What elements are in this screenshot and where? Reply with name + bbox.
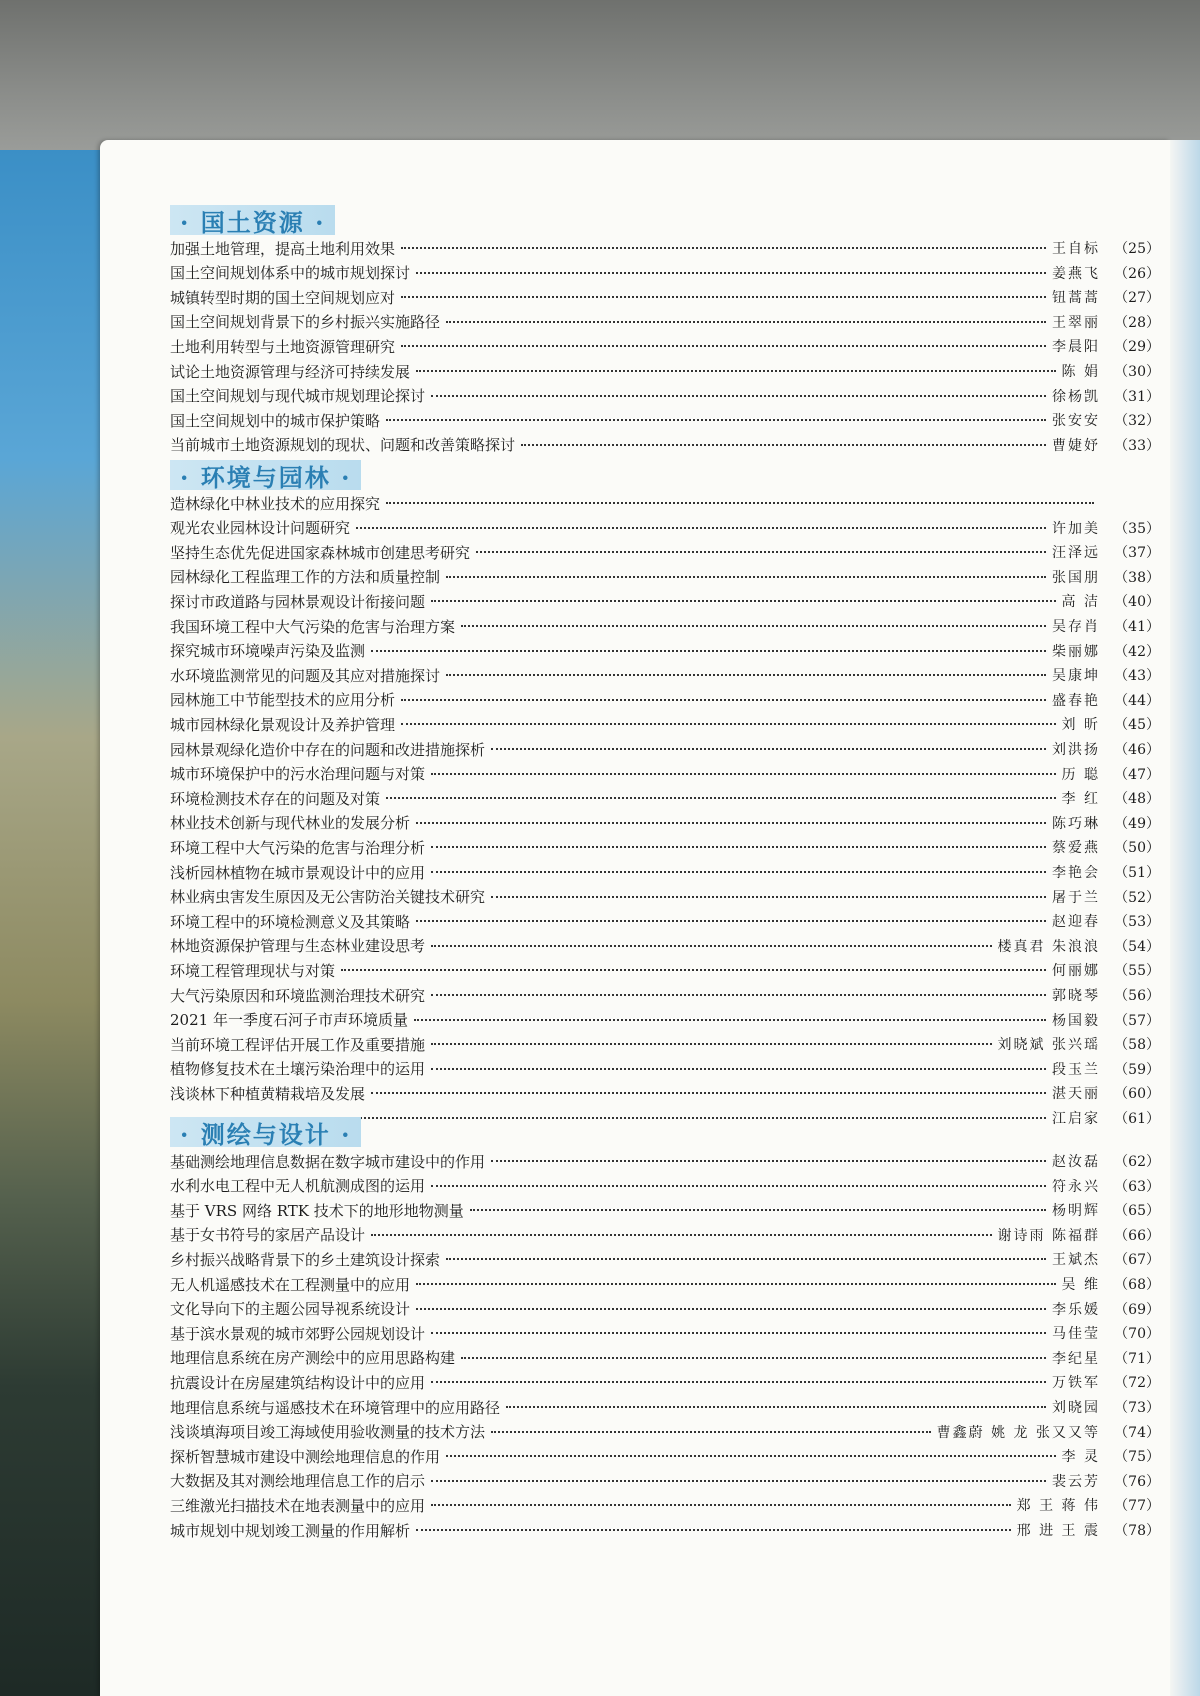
entry-title: 林地资源保护管理与生态林业建设思考: [170, 937, 426, 956]
entry-title: 观光农业园林设计问题研究: [170, 519, 351, 538]
entry-title: 水环境监测常见的问题及其应对措施探讨: [170, 666, 441, 685]
dot-leader: [470, 1209, 1046, 1211]
dot-leader: [431, 994, 1046, 996]
entry-page-number: （61）: [1114, 1111, 1160, 1127]
toc-entry[interactable]: [170, 1008, 1160, 1032]
entry-title: 当前环境工程评估开展工作及重要措施: [170, 1035, 426, 1054]
entry-page-number: （62）: [1114, 1154, 1160, 1170]
dot-leader: [416, 822, 1046, 824]
entry-authors: 曹婕妤: [1052, 437, 1100, 454]
entry-title: 加强土地管理，提高土地利用效果: [170, 239, 396, 258]
dot-leader: [386, 797, 1056, 799]
entry-authors: 高 洁: [1061, 594, 1100, 611]
dot-leader: [371, 650, 1046, 652]
entry-title: 城镇转型时期的国土空间规划应对: [170, 288, 396, 307]
entry-title: 环境工程管理现状与对策: [170, 961, 336, 980]
entry-authors: 陈巧琳: [1052, 815, 1100, 832]
entry-authors: 杨明辉: [1052, 1203, 1100, 1220]
entry-page-number: （75）: [1114, 1449, 1160, 1466]
entry-page-number: （33）: [1114, 437, 1160, 454]
entry-authors: 杨国毅: [1052, 1012, 1100, 1029]
entry-title: 无人机遥感技术在工程测量中的应用: [170, 1275, 411, 1294]
entry-page-number: （70）: [1114, 1326, 1160, 1343]
entry-title: 国土空间规划中的城市保护策略: [170, 411, 381, 430]
toc-entry[interactable]: [170, 1469, 1160, 1493]
entry-title: 环境工程中的环境检测意义及其策略: [170, 912, 411, 931]
dot-leader: [431, 395, 1046, 397]
dot-leader: [371, 1092, 1046, 1094]
toc-entry[interactable]: [170, 811, 1160, 835]
entry-page-number: （38）: [1114, 569, 1160, 586]
entry-authors: 张安安: [1052, 413, 1100, 430]
entry-page-number: （58）: [1114, 1037, 1160, 1054]
dot-leader: [386, 419, 1046, 421]
entry-page-number: （53）: [1114, 914, 1160, 931]
entry-title: 植物修复技术在土壤污染治理中的运用: [170, 1060, 426, 1079]
toc-entry[interactable]: [170, 1032, 1160, 1056]
entry-page-number: （46）: [1114, 742, 1160, 758]
entry-page-number: （55）: [1114, 963, 1160, 980]
entry-authors: 历 聪: [1061, 766, 1100, 783]
entry-page-number: （30）: [1114, 364, 1160, 380]
toc-entry[interactable]: [170, 934, 1160, 958]
entry-page-number: （43）: [1114, 668, 1160, 685]
toc-entry[interactable]: [170, 310, 1160, 334]
entry-authors: 王自标: [1052, 241, 1100, 257]
dot-leader: [431, 846, 1046, 848]
entry-title: 我国环境工程中大气污染的危害与治理方案: [170, 617, 456, 636]
entry-page-number: （29）: [1114, 339, 1160, 356]
entry-title: 水利水电工程中无人机航测成图的运用: [170, 1177, 426, 1196]
entry-page-number: （37）: [1114, 545, 1160, 562]
dot-leader: [416, 272, 1046, 274]
entry-page-number: （77）: [1114, 1498, 1160, 1515]
toc-entry[interactable]: [170, 835, 1160, 859]
dot-leader: [401, 699, 1046, 701]
toc-entry[interactable]: [170, 359, 1160, 383]
toc-entry[interactable]: [170, 408, 1160, 432]
entry-page-number: （27）: [1114, 290, 1160, 307]
entry-authors: 李乐媛: [1052, 1301, 1100, 1318]
dot-leader: [431, 1480, 1046, 1482]
entry-page-number: （51）: [1114, 865, 1160, 881]
entry-authors: 邢 进 王 震: [1016, 1523, 1100, 1539]
entry-title: 基础测绘地理信息数据在数字城市建设中的作用: [170, 1152, 486, 1171]
toc-entry[interactable]: [170, 516, 1160, 540]
entry-authors: 赵迎春: [1052, 914, 1100, 931]
entry-authors: 湛天丽: [1052, 1086, 1100, 1103]
toc-entry[interactable]: [170, 688, 1160, 712]
entry-page-number: （66）: [1114, 1227, 1160, 1244]
dot-leader: [491, 1431, 931, 1433]
entry-page-number: （73）: [1114, 1400, 1160, 1416]
toc-entry[interactable]: [170, 1321, 1160, 1345]
dot-leader: [431, 1068, 1046, 1070]
toc-entry[interactable]: [170, 1444, 1160, 1468]
toc-entry[interactable]: [170, 639, 1160, 663]
entry-title: 基于滨水景观的城市郊野公园规划设计: [170, 1324, 426, 1343]
entry-page-number: （50）: [1114, 840, 1160, 857]
toc-entry[interactable]: [170, 1198, 1160, 1222]
section-heading: · 环境与园林 ·: [170, 460, 361, 490]
dot-leader: [401, 296, 1046, 298]
entry-authors: 吴康坤: [1052, 668, 1100, 685]
dot-leader: [446, 674, 1046, 676]
entry-title: 基于 VRS 网络 RTK 技术下的地形地物测量: [170, 1201, 464, 1220]
entry-page-number: （56）: [1114, 988, 1160, 1004]
entry-title: 浅谈填海项目竣工海域使用验收测量的技术方法: [170, 1423, 486, 1442]
entry-title: 园林景观绿化造价中存在的问题和改进措施探析: [170, 740, 486, 759]
dot-leader: [491, 1160, 1046, 1162]
toc-entry[interactable]: [170, 885, 1160, 909]
entry-title: 探讨市政道路与园林景观设计衔接问题: [170, 592, 426, 611]
toc-entry[interactable]: [170, 983, 1160, 1007]
dot-leader: [431, 1043, 992, 1045]
dot-leader: [416, 370, 1056, 372]
toc-entry[interactable]: [170, 1272, 1160, 1296]
dot-leader: [491, 896, 1046, 898]
toc-entry[interactable]: [170, 540, 1160, 564]
toc-entry[interactable]: [170, 433, 1160, 457]
toc-entry[interactable]: [170, 334, 1160, 358]
dot-leader: [461, 1357, 1046, 1359]
entry-page-number: （63）: [1114, 1178, 1160, 1195]
dot-leader: [431, 1332, 1046, 1334]
entry-page-number: （72）: [1114, 1375, 1160, 1392]
dot-leader: [386, 502, 1094, 504]
entry-title: 浅谈林下种植黄精栽培及发展: [170, 1084, 366, 1103]
entry-page-number: （60）: [1114, 1086, 1160, 1103]
entry-page-number: （49）: [1114, 815, 1160, 832]
entry-page-number: （44）: [1114, 692, 1160, 709]
entry-page-number: （41）: [1114, 619, 1160, 635]
entry-authors: 汪泽远: [1052, 545, 1100, 562]
entry-title: 文化导向下的主题公园导视系统设计: [170, 1300, 411, 1319]
dot-leader: [521, 444, 1046, 446]
dot-leader: [431, 1381, 1046, 1383]
entry-title: 抗震设计在房屋建筑结构设计中的应用: [170, 1373, 426, 1392]
entry-page-number: （65）: [1114, 1203, 1160, 1220]
toc-entry[interactable]: [170, 589, 1160, 613]
entry-page-number: （25）: [1114, 241, 1160, 257]
entry-authors: 马佳莹: [1052, 1326, 1100, 1343]
entry-page-number: （74）: [1114, 1424, 1160, 1441]
entry-authors: 钮蒿蒿: [1052, 290, 1100, 307]
entry-authors: 裴云芳: [1052, 1473, 1100, 1490]
entry-title: 基于女书符号的家居产品设计: [170, 1226, 366, 1245]
entry-authors: 吴 维: [1061, 1277, 1100, 1293]
entry-authors: 曹鑫蔚 姚 龙 张又又等: [936, 1424, 1100, 1441]
toc-entry[interactable]: [170, 1149, 1160, 1173]
entry-authors: 张国朋: [1052, 569, 1100, 586]
entry-page-number: （31）: [1114, 388, 1160, 405]
toc-entry[interactable]: [170, 1081, 1160, 1105]
entry-title: 地理信息系统与遥感技术在环境管理中的应用路径: [170, 1398, 501, 1417]
toc-entry[interactable]: [170, 737, 1160, 761]
entry-page-number: （32）: [1114, 413, 1160, 430]
entry-page-number: （40）: [1114, 594, 1160, 611]
toc-entry[interactable]: [170, 285, 1160, 309]
entry-title: 林业病虫害发生原因及无公害防治关键技术研究: [170, 888, 486, 907]
toc-entry[interactable]: [170, 236, 1160, 260]
entry-authors: 李晨阳: [1052, 339, 1100, 356]
entry-page-number: （78）: [1114, 1523, 1160, 1539]
entry-authors: 王斌杰: [1052, 1252, 1100, 1269]
toc-entry[interactable]: [170, 614, 1160, 638]
dot-leader: [431, 1504, 1011, 1506]
entry-title: 园林绿化工程监理工作的方法和质量控制: [170, 568, 441, 587]
entry-authors: 陈 娟: [1061, 364, 1100, 380]
dot-leader: [491, 748, 1046, 750]
entry-authors: 李纪星: [1052, 1350, 1100, 1367]
entry-authors: 吴存肖: [1052, 619, 1100, 635]
toc-entry[interactable]: [170, 491, 1160, 515]
entry-authors: 刘晓园: [1052, 1400, 1100, 1416]
entry-page-number: （48）: [1114, 791, 1160, 808]
dot-leader: [476, 551, 1046, 553]
entry-title: 园林施工中节能型技术的应用分析: [170, 691, 396, 710]
entry-page-number: （59）: [1114, 1061, 1160, 1078]
entry-title: 环境检测技术存在的问题及对策: [170, 789, 381, 808]
dot-leader: [401, 247, 1046, 249]
entry-title: 环境工程中大气污染的危害与治理分析: [170, 838, 426, 857]
dot-leader: [401, 345, 1046, 347]
entry-authors: 郭晓琴: [1052, 988, 1100, 1004]
entry-page-number: （54）: [1114, 938, 1160, 955]
toc-entry[interactable]: [170, 1223, 1160, 1247]
entry-authors: 郑 王 蒋 伟: [1016, 1498, 1100, 1515]
toc-entry[interactable]: [170, 958, 1160, 982]
entry-authors: 柴丽娜: [1052, 643, 1100, 660]
dot-leader: [431, 773, 1056, 775]
toc-entry[interactable]: [170, 712, 1160, 736]
entry-page-number: （57）: [1114, 1012, 1160, 1029]
dot-leader: [431, 871, 1046, 873]
entry-page-number: （67）: [1114, 1252, 1160, 1269]
entry-page-number: （28）: [1114, 314, 1160, 331]
dot-leader: [416, 1283, 1056, 1285]
dot-leader: [446, 576, 1046, 578]
toc-entry[interactable]: [170, 1057, 1160, 1081]
entry-page-number: （35）: [1114, 520, 1160, 537]
entry-authors: 刘晓斌 张兴瑶: [997, 1037, 1100, 1054]
entry-title: 土地利用转型与土地资源管理研究: [170, 337, 396, 356]
toc-entry[interactable]: [170, 565, 1160, 589]
entry-authors: 屠于兰: [1052, 889, 1100, 906]
toc-entry[interactable]: [170, 762, 1160, 786]
entry-page-number: （45）: [1114, 717, 1160, 734]
entry-authors: 许加美: [1052, 520, 1100, 537]
entry-title: 探析智慧城市建设中测绘地理信息的作用: [170, 1447, 441, 1466]
entry-authors: 李艳会: [1052, 865, 1100, 881]
toc-entry[interactable]: [170, 261, 1160, 285]
toc-entry[interactable]: [170, 1297, 1160, 1321]
entry-title: 试论土地资源管理与经济可持续发展: [170, 362, 411, 381]
entry-title: 林业技术创新与现代林业的发展分析: [170, 814, 411, 833]
entry-authors: 蔡爱燕: [1052, 840, 1100, 857]
toc-entry[interactable]: [170, 1395, 1160, 1419]
entry-authors: 刘洪扬: [1052, 742, 1100, 758]
toc-entry[interactable]: [170, 860, 1160, 884]
entry-title: 探究城市环境噪声污染及监测: [170, 642, 366, 661]
toc-entry[interactable]: [170, 1247, 1160, 1271]
entry-title: 当前城市土地资源规划的现状、问题和改善策略探讨: [170, 436, 516, 455]
entry-page-number: （76）: [1114, 1473, 1160, 1490]
dot-leader: [416, 1529, 1011, 1531]
entry-authors: 王翠丽: [1052, 314, 1100, 331]
entry-authors: 楼真君 朱浪浪: [997, 938, 1100, 955]
section-heading: · 测绘与设计 ·: [170, 1117, 361, 1147]
entry-title: 2021 年一季度石河子市声环境质量: [170, 1011, 408, 1030]
dot-leader: [371, 1234, 992, 1236]
dot-leader: [341, 969, 1046, 971]
entry-page-number: （42）: [1114, 643, 1160, 660]
entry-authors: 何丽娜: [1052, 963, 1100, 980]
entry-title: 国土空间规划与现代城市规划理论探讨: [170, 387, 426, 406]
toc-entry[interactable]: [170, 1174, 1160, 1198]
toc-entry[interactable]: [170, 663, 1160, 687]
dot-leader: [431, 1185, 1046, 1187]
entry-authors: 李 灵: [1061, 1449, 1100, 1466]
dot-leader: [446, 1258, 1046, 1260]
entry-page-number: （68）: [1114, 1277, 1160, 1293]
toc-entry[interactable]: [170, 786, 1160, 810]
dot-leader: [461, 625, 1046, 627]
entry-authors: 段玉兰: [1052, 1061, 1100, 1078]
toc-entry[interactable]: [170, 1493, 1160, 1517]
dot-leader: [506, 1406, 1046, 1408]
dot-leader: [416, 1308, 1046, 1310]
dot-leader: [446, 1455, 1056, 1457]
toc-entry[interactable]: [170, 384, 1160, 408]
toc-entry[interactable]: [170, 909, 1160, 933]
entry-authors: 谢诗雨 陈福群: [997, 1227, 1100, 1244]
dot-leader: [356, 527, 1046, 529]
entry-title: 城市园林绿化景观设计及养护管理: [170, 715, 396, 734]
entry-authors: 姜燕飞: [1052, 265, 1100, 282]
entry-title: 城市规划中规划竣工测量的作用解析: [170, 1521, 411, 1540]
entry-authors: 江启家: [1052, 1111, 1100, 1127]
dot-leader: [431, 945, 992, 947]
entry-page-number: （47）: [1114, 766, 1160, 783]
entry-title: 国土空间规划背景下的乡村振兴实施路径: [170, 313, 441, 332]
dot-leader: [414, 1019, 1046, 1021]
entry-authors: 刘 昕: [1061, 717, 1100, 734]
dot-leader: [401, 723, 1056, 725]
toc-entry[interactable]: [170, 1518, 1160, 1542]
entry-title: 城市环境保护中的污水治理问题与对策: [170, 765, 426, 784]
entry-title: 坚持生态优先促进国家森林城市创建思考研究: [170, 543, 471, 562]
entry-authors: 徐杨凯: [1052, 388, 1100, 405]
section-heading: · 国土资源 ·: [170, 205, 335, 235]
entry-authors: 符永兴: [1052, 1178, 1100, 1195]
entry-authors: 李 红: [1061, 791, 1100, 808]
entry-authors: 万铁军: [1052, 1375, 1100, 1392]
dot-leader: [416, 920, 1046, 922]
entry-title: 造林绿化中林业技术的应用探究: [170, 494, 381, 513]
toc-entry[interactable]: [170, 1420, 1160, 1444]
entry-title: 大气污染原因和环境监测治理技术研究: [170, 986, 426, 1005]
entry-title: 三维激光扫描技术在地表测量中的应用: [170, 1496, 426, 1515]
entry-title: 大数据及其对测绘地理信息工作的启示: [170, 1472, 426, 1491]
entry-title: 乡村振兴战略背景下的乡土建筑设计探索: [170, 1250, 441, 1269]
entry-title: 国土空间规划体系中的城市规划探讨: [170, 264, 411, 283]
entry-page-number: （71）: [1114, 1350, 1160, 1367]
entry-title: 浅析园林植物在城市景观设计中的应用: [170, 863, 426, 882]
entry-authors: 盛春艳: [1052, 692, 1100, 709]
toc-entry[interactable]: [170, 1370, 1160, 1394]
dot-leader: [446, 321, 1046, 323]
dot-leader: [431, 600, 1056, 602]
entry-page-number: （69）: [1114, 1301, 1160, 1318]
entry-title: 地理信息系统在房产测绘中的应用思路构建: [170, 1349, 456, 1368]
entry-page-number: （26）: [1114, 265, 1160, 282]
entry-page-number: （52）: [1114, 889, 1160, 906]
entry-authors: 赵汝磊: [1052, 1154, 1100, 1170]
toc-entry[interactable]: [170, 1346, 1160, 1370]
